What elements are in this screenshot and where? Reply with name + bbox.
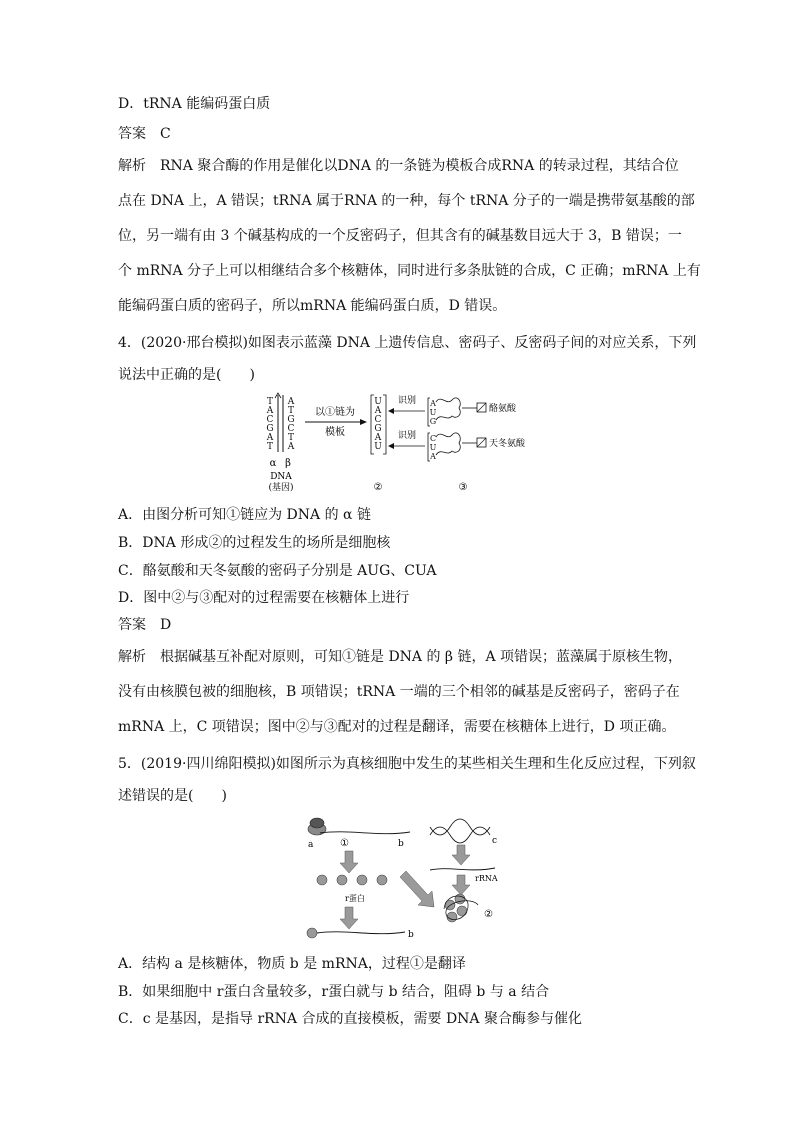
dna-beta-base: A	[287, 397, 295, 407]
a-label: a	[308, 840, 314, 850]
recognize-label: 识别	[397, 431, 417, 441]
r-protein	[377, 875, 387, 885]
dna-beta-base: T	[287, 433, 295, 443]
dna-alpha-base: G	[266, 424, 274, 434]
c-label: c	[492, 836, 498, 846]
answer-value: D	[160, 617, 172, 633]
amino-acid-hatch	[477, 403, 486, 412]
answer-value: C	[160, 126, 171, 142]
r-protein	[357, 875, 367, 885]
mrna-base: U	[374, 397, 382, 407]
trna-base: G	[429, 417, 437, 426]
arrow-head	[360, 419, 367, 425]
dna-beta-base: A	[287, 442, 295, 452]
dna-beta-base: G	[287, 415, 295, 425]
arrow-head	[388, 408, 394, 414]
analysis-text: RNA 聚合酶的作用是催化以DNA 的一条链为模板合成RNA 的转录过程，其结合位	[160, 158, 679, 174]
q4-stem-1: 4．(2020·邢台模拟)如图表示蓝藻 DNA 上遗传信息、密码子、反密码子间的对应关系，下列	[118, 335, 697, 351]
b-label: b	[408, 930, 414, 940]
trna-base: U	[429, 443, 437, 452]
mrna-strand	[320, 832, 410, 834]
beta-label: β	[285, 458, 291, 469]
alpha-label: α	[269, 458, 277, 469]
mrna-base: C	[374, 415, 382, 425]
r-protein-bound	[307, 928, 317, 938]
gene-label: (基因)	[268, 483, 294, 493]
q4-figure	[255, 392, 555, 500]
mrna-bracket-right	[383, 395, 386, 454]
q4-stem-2: 说法中正确的是( )	[118, 367, 255, 383]
mrna-base: A	[374, 406, 382, 416]
b-label: b	[398, 839, 404, 849]
rrna-label: rRNA	[475, 874, 498, 883]
step1-label: ①	[340, 838, 349, 849]
mrna-base: A	[374, 433, 382, 443]
ribosome-assembly-protein	[447, 912, 457, 922]
dna-beta-base: C	[287, 424, 295, 434]
transcription-label-bottom: 模板	[325, 427, 345, 438]
down-arrow	[340, 907, 358, 929]
amino-acid-label: 酪氨酸	[489, 404, 517, 414]
r-protein	[317, 875, 327, 885]
trna-label: ③	[458, 482, 468, 493]
amino-acid-label: 天冬氨酸	[489, 439, 526, 449]
recognize-label: 识别	[397, 396, 417, 406]
ribosome-large-subunit	[310, 818, 324, 828]
r-protein	[337, 875, 347, 885]
transcription-label-top: 以①链为	[315, 407, 355, 418]
q4-option-b: B．DNA 形成②的过程发生的场所是细胞核	[118, 535, 391, 551]
analysis-label: 解析	[118, 649, 146, 665]
q5-stem-1: 5．(2019·四川绵阳模拟)如图所示为真核细胞中发生的某些相关生理和生化反应过程，下列叙	[118, 756, 696, 772]
mrna-base: U	[374, 442, 382, 452]
dna-alpha-base: C	[266, 415, 274, 425]
mrna-label: ②	[373, 482, 383, 493]
q3-analysis-2: 点在 DNA 上，A 错误；tRNA 属于RNA 的一种，每个 tRNA 分子的一端是携带氨基酸的部	[118, 193, 695, 209]
r-protein-label: r蛋白	[345, 894, 365, 903]
amino-acid-hatch	[477, 438, 486, 447]
q4-option-c: C．酪氨酸和天冬氨酸的密码子分别是 AUG、CUA	[118, 563, 437, 579]
answer-label: 答案	[118, 126, 146, 142]
trna-base: C	[429, 434, 437, 443]
rrna-strand	[430, 868, 495, 870]
down-arrow	[340, 851, 358, 873]
down-arrow	[452, 845, 470, 865]
q4-analysis-2: 没有由核膜包被的细胞核，B 项错误；tRNA 一端的三个相邻的碱基是反密码子，密码子在	[118, 684, 680, 700]
diagonal-arrow	[400, 871, 434, 907]
q3-analysis-1	[118, 157, 679, 175]
ribosome-assembly-protein	[457, 906, 467, 916]
q4-analysis-1	[118, 648, 682, 666]
analysis-label: 解析	[118, 158, 146, 174]
q4-answer	[118, 616, 171, 634]
dna-label: DNA	[270, 472, 292, 482]
q3-option-d: D．tRNA 能编码蛋白质	[118, 96, 271, 112]
q3-answer	[118, 125, 171, 143]
answer-label: 答案	[118, 617, 146, 633]
step2-label: ②	[484, 909, 493, 920]
dna-alpha-base: T	[266, 442, 274, 452]
dna-alpha-base: T	[266, 397, 274, 407]
dna-alpha-base: A	[266, 406, 274, 416]
dna-alpha-base: A	[266, 433, 274, 443]
q3-analysis-4: 个 mRNA 分子上可以相继结合多个核糖体，同时进行多条肽链的合成，C 正确；mRNA 上有	[118, 263, 701, 279]
q5-stem-2: 述错误的是( )	[118, 788, 227, 804]
mrna-strand-bound	[317, 932, 405, 934]
trna-base: A	[430, 452, 436, 461]
mrna-base: G	[374, 424, 382, 434]
trna-base: U	[429, 408, 437, 417]
q3-analysis-5: 能编码蛋白质的密码子，所以mRNA 能编码蛋白质，D 错误。	[118, 298, 507, 314]
q4-option-d: D．图中②与③配对的过程需要在核糖体上进行	[118, 590, 410, 606]
q4-option-a: A．由图分析可知①链应为 DNA 的 α 链	[118, 507, 371, 523]
q4-analysis-3: mRNA 上，C 项错误；图中②与③配对的过程是翻译，需要在核糖体上进行，D 项正确。	[118, 719, 676, 735]
q3-analysis-3: 位，另一端有由 3 个碱基构成的一个反密码子，但其含有的碱基数目远大于 3，B 错误；一	[118, 228, 682, 244]
down-arrow	[452, 875, 470, 895]
q5-option-c: C．c 是基因，是指导 rRNA 合成的直接模板，需要 DNA 聚合酶参与催化	[118, 1011, 582, 1027]
q5-option-b: B．如果细胞中 r蛋白含量较多，r蛋白就与 b 结合，阻碍 b 与 a 结合	[118, 984, 550, 1000]
trna-base: A	[430, 399, 436, 408]
analysis-text: 根据碱基互补配对原则，可知①链是 DNA 的 β 链，A 项错误；蓝藻属于原核生物，	[160, 649, 683, 665]
dna-beta-base: T	[287, 406, 295, 416]
q5-figure	[300, 815, 520, 945]
q5-option-a: A．结构 a 是核糖体，物质 b 是 mRNA，过程①是翻译	[118, 956, 466, 972]
arrow-head	[388, 443, 394, 449]
gene-helix	[430, 819, 490, 843]
